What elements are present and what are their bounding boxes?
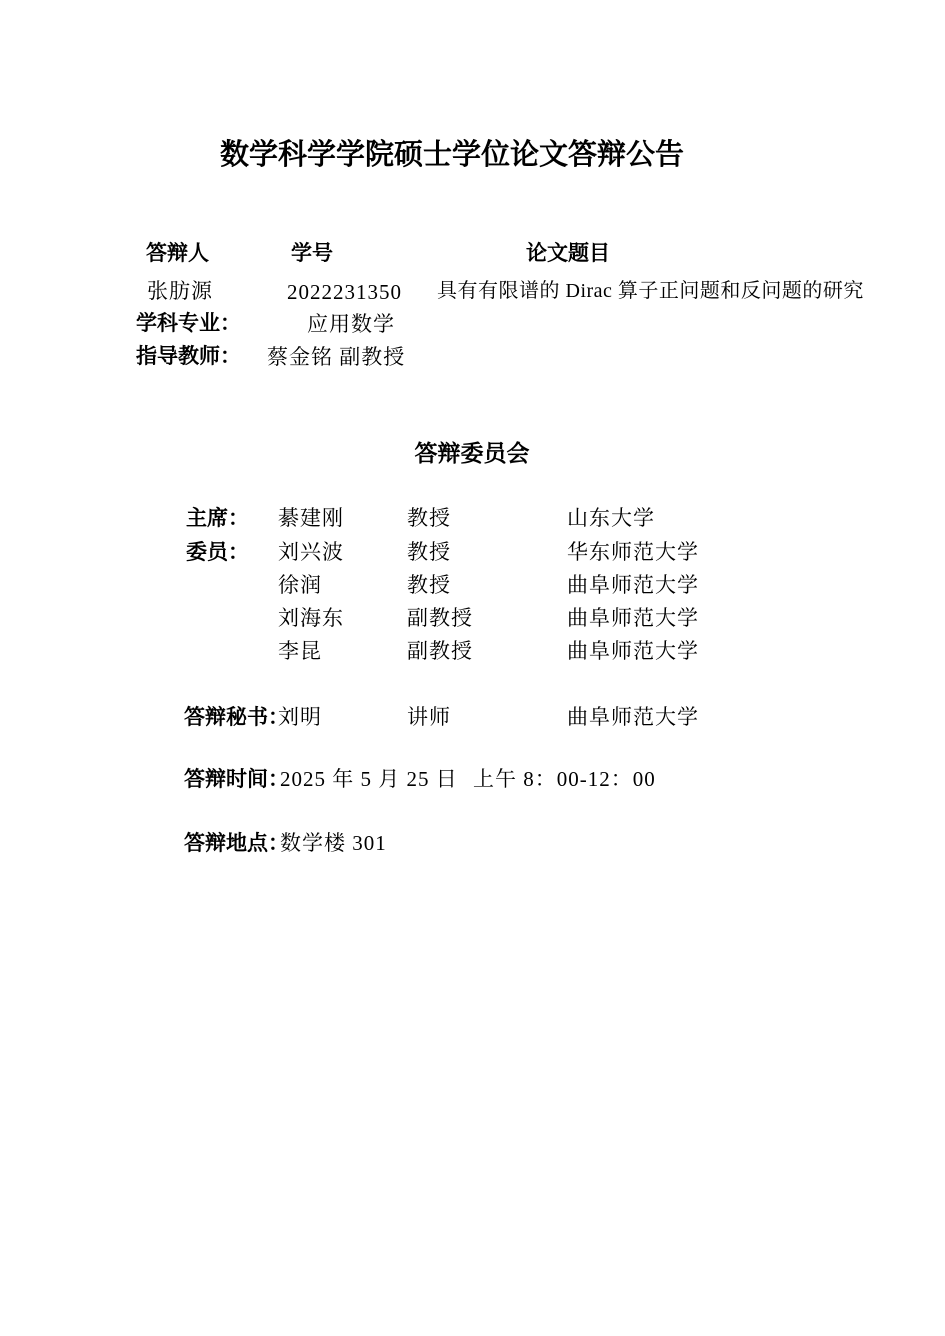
page-title: 数学科学学院硕士学位论文答辩公告 (219, 139, 685, 171)
header-student-id: 学号 (291, 242, 333, 265)
committee-member-title: 副教授 (407, 639, 473, 663)
major-value: 应用数学 (307, 312, 395, 336)
secretary-row (0, 707, 945, 737)
committee-member-affiliation: 山东大学 (567, 506, 655, 530)
committee-member-title: 副教授 (407, 606, 473, 630)
advisor-value: 蔡金铭 副教授 (267, 345, 406, 369)
secretary-label: 答辩秘书： (184, 706, 289, 729)
defender-name: 张肪源 (147, 279, 213, 303)
major-label: 学科专业： (136, 312, 241, 335)
committee-member-affiliation: 曲阜师范大学 (567, 639, 699, 663)
defense-time-label: 答辩时间： (184, 768, 289, 791)
committee-member-affiliation: 曲阜师范大学 (567, 573, 699, 597)
committee-member-name: 刘兴波 (278, 540, 344, 564)
committee-role-label: 主席： (186, 507, 249, 530)
committee-row (0, 542, 945, 572)
committee-section-title: 答辩委员会 (414, 440, 530, 466)
defense-time-row (0, 769, 945, 799)
committee-row (0, 608, 945, 638)
defense-location-label: 答辩地点： (184, 832, 289, 855)
header-thesis-title: 论文题目 (526, 242, 610, 265)
committee-member-name: 李昆 (278, 639, 322, 663)
thesis-title: 具有有限谱的 Dirac 算子正问题和反问题的研究 (437, 280, 864, 302)
defense-location-row (0, 833, 945, 863)
committee-row (0, 508, 945, 538)
secretary-affiliation: 曲阜师范大学 (567, 705, 699, 729)
advisor-label: 指导教师： (136, 345, 241, 368)
committee-member-name: 刘海东 (278, 606, 344, 630)
committee-member-affiliation: 曲阜师范大学 (567, 606, 699, 630)
committee-member-title: 教授 (407, 573, 451, 597)
student-id: 2022231350 (287, 280, 402, 304)
committee-member-name: 綦建刚 (278, 506, 344, 530)
defense-time-range: 上午 8：00-12：00 (473, 767, 656, 791)
secretary-name: 刘明 (278, 705, 322, 729)
defense-date: 2025 年 5 月 25 日 (280, 767, 458, 791)
committee-role-label: 委员： (186, 541, 249, 564)
header-defender: 答辩人 (146, 242, 209, 265)
committee-member-name: 徐润 (278, 573, 322, 597)
committee-row (0, 641, 945, 671)
committee-member-affiliation: 华东师范大学 (567, 540, 699, 564)
committee-member-title: 教授 (407, 506, 451, 530)
committee-row (0, 575, 945, 605)
committee-member-title: 教授 (407, 540, 451, 564)
defense-location-value: 数学楼 301 (280, 831, 387, 855)
secretary-title: 讲师 (407, 705, 451, 729)
